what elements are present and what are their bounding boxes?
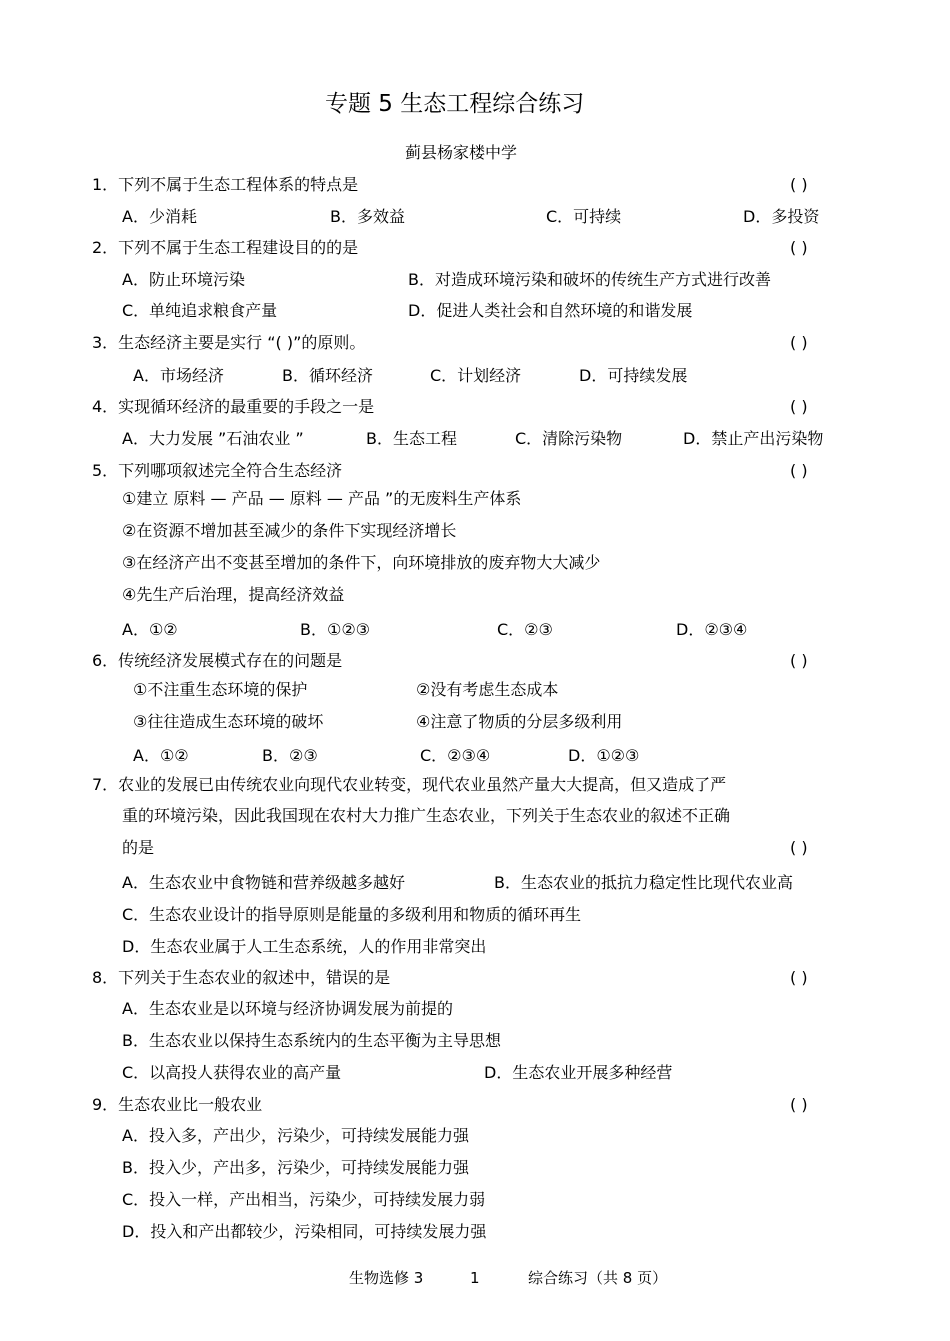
question-3-stem: 3．生态经济主要是实行 “( )”的原则。 — [92, 333, 366, 352]
statement-2: ②在资源不增加甚至减少的条件下实现经济增长 — [122, 521, 457, 540]
footer-course: 生物选修 3 — [349, 1269, 424, 1287]
question-2-stem: 2．下列不属于生态工程建设目的的是 — [92, 238, 359, 257]
option-b: B．投入少，产出多，污染少，可持续发展能力强 — [122, 1158, 469, 1177]
answer-bracket: ( ) — [790, 1095, 808, 1114]
question-4-stem: 4．实现循环经济的最重要的手段之一是 — [92, 397, 375, 416]
question-5-stem: 5．下列哪项叙述完全符合生态经济 — [92, 461, 343, 480]
statement-2: ②没有考虑生态成本 — [416, 680, 559, 699]
option-c: C．计划经济 — [430, 366, 522, 385]
option-c: C．清除污染物 — [515, 429, 623, 448]
question-1-stem: 1．下列不属于生态工程体系的特点是 — [92, 175, 359, 194]
option-c: C．单纯追求粮食产量 — [122, 301, 278, 320]
option-c: C．可持续 — [546, 207, 622, 226]
option-b: B．生态工程 — [366, 429, 457, 448]
answer-bracket: ( ) — [790, 333, 808, 352]
option-b: B．生态农业以保持生态系统内的生态平衡为主导思想 — [122, 1031, 501, 1050]
option-d: D．可持续发展 — [579, 366, 688, 385]
option-a: A．生态农业是以环境与经济协调发展为前提的 — [122, 999, 453, 1018]
statement-4: ④先生产后治理，提高经济效益 — [122, 585, 345, 604]
statement-3: ③往往造成生态环境的破坏 — [133, 712, 324, 731]
option-b: B．对造成环境污染和破坏的传统生产方式进行改善 — [408, 270, 771, 289]
school-name: 蓟县杨家楼中学 — [405, 143, 518, 162]
page-title: 专题 5 生态工程综合练习 — [325, 91, 585, 117]
answer-bracket: ( ) — [790, 461, 808, 480]
option-a: A．市场经济 — [133, 366, 224, 385]
option-c: C．投入一样，产出相当，污染少，可持续发展力弱 — [122, 1190, 486, 1209]
answer-bracket: ( ) — [790, 175, 808, 194]
option-c: C．以高投人获得农业的高产量 — [122, 1063, 342, 1082]
option-b: B．多效益 — [330, 207, 405, 226]
option-c: C．②③ — [497, 620, 553, 639]
option-d: D．生态农业属于人工生态系统，人的作用非常突出 — [122, 937, 487, 956]
option-b: B．循环经济 — [282, 366, 373, 385]
option-a: A．少消耗 — [122, 207, 197, 226]
question-6-stem: 6．传统经济发展模式存在的问题是 — [92, 651, 343, 670]
option-d: D．②③④ — [676, 620, 748, 639]
answer-bracket: ( ) — [790, 968, 808, 987]
option-d: D．①②③ — [568, 746, 640, 765]
option-c: C．生态农业设计的指导原则是能量的多级利用和物质的循环再生 — [122, 905, 582, 924]
answer-bracket: ( ) — [790, 238, 808, 257]
option-d: D．生态农业开展多种经营 — [484, 1063, 673, 1082]
option-a: A．①② — [133, 746, 189, 765]
answer-bracket: ( ) — [790, 397, 808, 416]
answer-bracket: ( ) — [790, 838, 808, 857]
option-b: B．①②③ — [300, 620, 371, 639]
answer-bracket: ( ) — [790, 651, 808, 670]
footer-page-number: 1 — [470, 1269, 480, 1287]
statement-4: ④注意了物质的分层多级利用 — [416, 712, 623, 731]
option-d: D．禁止产出污染物 — [683, 429, 824, 448]
option-a: A．①② — [122, 620, 178, 639]
question-7-stem-line-1: 7．农业的发展已由传统农业向现代农业转变，现代农业虽然产量大大提高，但又造成了严 — [92, 775, 727, 794]
question-7-stem-line-3: 的是 — [122, 838, 155, 857]
statement-1: ①不注重生态环境的保护 — [133, 680, 308, 699]
option-d: D．投入和产出都较少，污染相同，可持续发展力强 — [122, 1222, 487, 1241]
option-b: B．②③ — [262, 746, 318, 765]
option-a: A．防止环境污染 — [122, 270, 245, 289]
option-b: B．生态农业的抵抗力稳定性比现代农业高 — [494, 873, 793, 892]
question-9-stem: 9．生态农业比一般农业 — [92, 1095, 263, 1114]
option-d: D．多投资 — [743, 207, 820, 226]
option-c: C．②③④ — [420, 746, 491, 765]
question-7-stem-line-2: 重的环境污染，因此我国现在农村大力推广生态农业，下列关于生态农业的叙述不正确 — [122, 806, 731, 825]
option-d: D．促进人类社会和自然环境的和谐发展 — [408, 301, 693, 320]
option-a: A．生态农业中食物链和营养级越多越好 — [122, 873, 405, 892]
option-a: A．投入多，产出少，污染少，可持续发展能力强 — [122, 1126, 469, 1145]
question-8-stem: 8．下列关于生态农业的叙述中，错误的是 — [92, 968, 391, 987]
option-a: A．大力发展 ”石油农业 ” — [122, 429, 304, 448]
statement-1: ①建立 原料 — 产品 — 原料 — 产品 ”的无废料生产体系 — [122, 489, 522, 508]
footer-total-pages: 综合练习（共 8 页） — [528, 1269, 668, 1287]
statement-3: ③在经济产出不变甚至增加的条件下，向环境排放的废弃物大大减少 — [122, 553, 601, 572]
